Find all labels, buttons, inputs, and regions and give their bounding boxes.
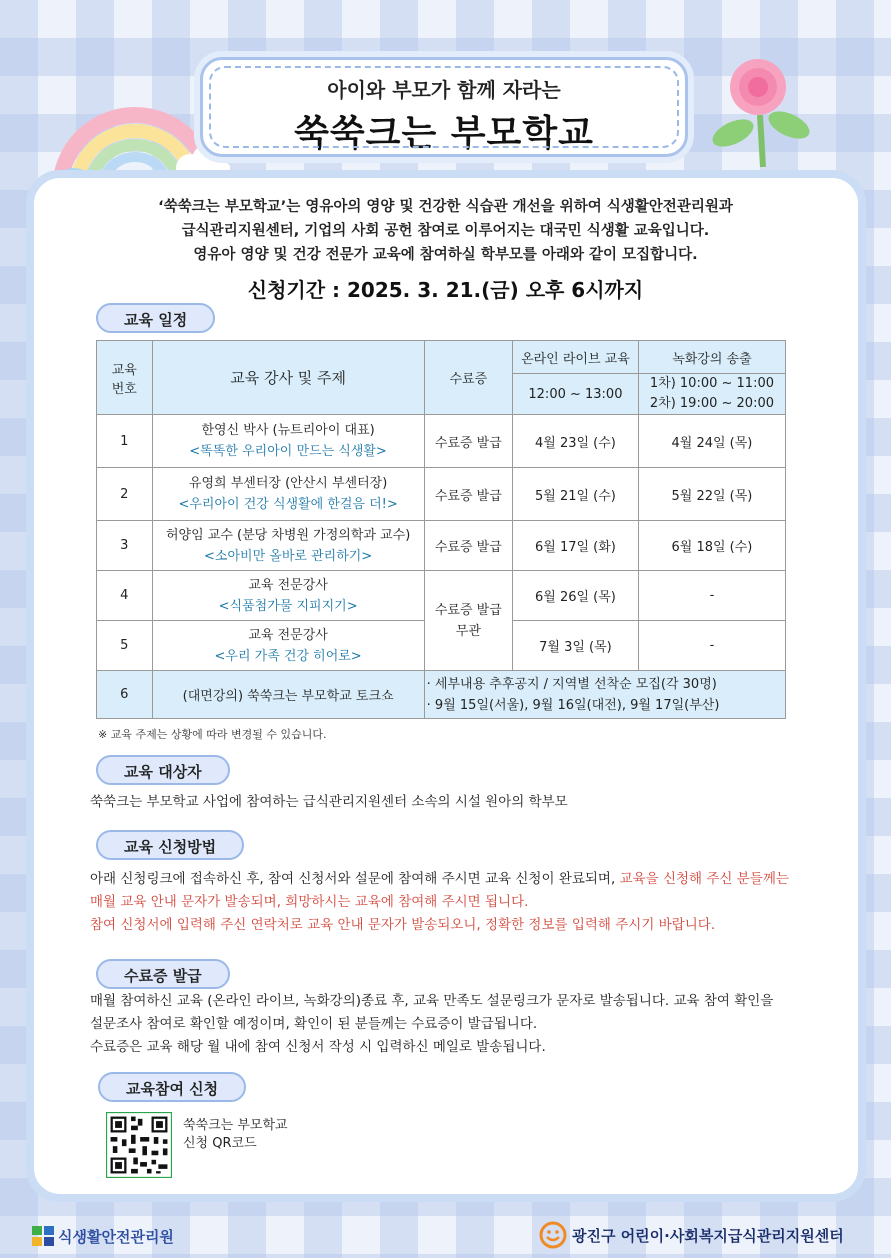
section-method-heading: 교육 신청방법 (96, 830, 244, 860)
row-online: 5월 21일 (수) (513, 468, 639, 521)
header-cert: 수료증 (424, 341, 512, 415)
footer-left-logo (32, 1226, 174, 1247)
method-text (90, 868, 802, 937)
row-replay: - (638, 571, 785, 621)
row-subject: <우리 가족 건강 히어로> (214, 648, 362, 664)
cert-merged-line2: 무관 (455, 623, 481, 639)
header-replay-times (638, 374, 785, 415)
section-apply-heading: 교육참여 신청 (98, 1072, 246, 1102)
row-replay: - (638, 621, 785, 671)
row-speaker: 교육 전문강사 (248, 577, 328, 593)
intro-line-1: ‘쑥쑥크는 부모학교’는 영유아의 영양 및 건강한 식습관 개선을 위하여 식생활안전관리원과 (158, 199, 733, 215)
intro-line-2: 급식관리지원센터, 기업의 사회 공헌 참여로 이루어지는 대국민 식생활 교육입니다. (181, 223, 710, 239)
qr-code-icon[interactable] (106, 1112, 172, 1178)
certificate-line-3: 수료증은 교육 해당 월 내에 참여 신청서 작성 시 입력하신 메일로 발송됩니다. (90, 1039, 546, 1055)
certificate-line-2: 설문조사 참여로 확인할 예정이며, 확인이 된 분들께는 수료증이 발급됩니다. (90, 1016, 538, 1032)
flower-illustration (705, 55, 815, 170)
qr-label (183, 1117, 288, 1153)
qr-label-line-1: 쑥쑥크는 부모학교 (183, 1118, 288, 1133)
application-deadline: 신청기간 : 2025. 3. 21.(금) 오후 6시까지 (247, 278, 644, 302)
intro-text (0, 195, 891, 267)
section-target-heading: 교육 대상자 (96, 755, 230, 785)
table-row (97, 468, 786, 521)
table-row (97, 415, 786, 468)
row-topic (152, 571, 424, 621)
row-subject: <소아비만 올바로 관리하기> (204, 548, 373, 564)
header-num-line1: 교육 (111, 362, 137, 378)
footer-right-text: 광진구 어린이·사회복지급식관리지원센터 (572, 1227, 844, 1245)
title-banner (200, 57, 688, 157)
row-num: 3 (97, 521, 153, 571)
row-subject: <식품첨가물 지피지기> (218, 598, 358, 614)
row-cert: 수료증 발급 (424, 415, 512, 468)
intro-line-3: 영유아 영양 및 건강 전문가 교육에 참여하실 학부모를 아래와 같이 모집합니다. (193, 247, 698, 263)
row-topic (152, 621, 424, 671)
method-text-red-2: 참여 신청서에 입력해 주신 연락처로 교육 안내 문자가 발송되오니, 정확한 정보를 입력해 주시기 바랍니다. (90, 917, 716, 933)
row-detail-2: · 9월 15일(서울), 9월 16일(대전), 9월 17일(부산) (426, 697, 720, 713)
header-replay-time2: 2차) 19:00 ~ 20:00 (649, 396, 774, 411)
row-online: 7월 3일 (목) (513, 621, 639, 671)
ministry-logo-icon (32, 1226, 54, 1246)
row-cert: 수료증 발급 (424, 521, 512, 571)
target-text: 쑥쑥크는 부모학교 사업에 참여하는 급식관리지원센터 소속의 시설 원아의 학부모 (90, 794, 568, 810)
row-cert: 수료증 발급 (424, 468, 512, 521)
row-topic (152, 521, 424, 571)
schedule-table (96, 340, 786, 719)
header-num-line2: 번호 (111, 381, 137, 397)
table-note: ※ 교육 주제는 상황에 따라 변경될 수 있습니다. (98, 728, 327, 741)
certificate-line-1: 매월 참여하신 교육 (온라인 라이브, 녹화강의)종료 후, 교육 만족도 설문링크가 문자로 발송됩니다. 교육 참여 확인을 (90, 993, 774, 1009)
section-schedule-heading: 교육 일정 (96, 303, 215, 333)
cert-merged-line1: 수료증 발급 (434, 602, 502, 618)
row-topic: (대면강의) 쑥쑥크는 부모학교 토크쇼 (152, 671, 424, 719)
row-subject: <우리아이 건강 식생활에 한걸음 더!> (178, 497, 398, 512)
row-num: 2 (97, 468, 153, 521)
header-online-time: 12:00 ~ 13:00 (513, 374, 639, 415)
row-detail-1: · 세부내용 추후공지 / 지역별 선착순 모집(각 30명) (426, 676, 717, 692)
table-row-talkshow (97, 671, 786, 719)
row-details (424, 671, 785, 719)
row-num: 4 (97, 571, 153, 621)
row-subject: <똑똑한 우리아이 만드는 식생활> (189, 444, 387, 459)
row-speaker: 한영신 박사 (뉴트리아이 대표) (201, 423, 375, 438)
section-certificate-heading: 수료증 발급 (96, 959, 230, 989)
table-header-row (97, 341, 786, 374)
header-num (97, 341, 153, 415)
certificate-text (90, 990, 830, 1059)
row-replay: 6월 18일 (수) (638, 521, 785, 571)
row-num: 5 (97, 621, 153, 671)
row-num: 6 (97, 671, 153, 719)
row-replay: 5월 22일 (목) (638, 468, 785, 521)
row-topic (152, 468, 424, 521)
row-online: 6월 17일 (화) (513, 521, 639, 571)
page-subtitle: 아이와 부모가 함께 자라는 (327, 78, 561, 102)
method-text-red-1: 교육을 신청해 주신 분들께는 매월 교육 안내 문자가 발송되며, 희망하시는 교육에 참여해 주시면 됩니다. (90, 871, 789, 910)
footer-right-logo (538, 1220, 844, 1250)
table-row (97, 571, 786, 621)
row-speaker: 허양임 교수 (분당 차병원 가정의학과 교수) (165, 527, 411, 543)
header-replay-time1: 1차) 10:00 ~ 11:00 (649, 376, 774, 391)
row-cert-merged (424, 571, 512, 671)
footer-left-text: 식생활안전관리원 (58, 1228, 174, 1246)
method-text-1: 아래 신청링크에 접속하신 후, 참여 신청서와 설문에 참여해 주시면 교육 신청이 완료되며, (90, 871, 620, 887)
row-online: 4월 23일 (수) (513, 415, 639, 468)
table-row (97, 521, 786, 571)
row-speaker: 유영희 부센터장 (안산시 부센터장) (188, 476, 388, 491)
header-online: 온라인 라이브 교육 (513, 341, 639, 374)
row-replay: 4월 24일 (목) (638, 415, 785, 468)
center-logo-icon (538, 1220, 568, 1250)
qr-label-line-2: 신청 QR코드 (183, 1136, 257, 1151)
row-online: 6월 26일 (목) (513, 571, 639, 621)
page-title: 쑥쑥크는 부모학교 (294, 113, 594, 154)
header-topic: 교육 강사 및 주제 (152, 341, 424, 415)
row-num: 1 (97, 415, 153, 468)
row-speaker: 교육 전문강사 (248, 627, 328, 643)
header-replay: 녹화강의 송출 (638, 341, 785, 374)
row-topic (152, 415, 424, 468)
